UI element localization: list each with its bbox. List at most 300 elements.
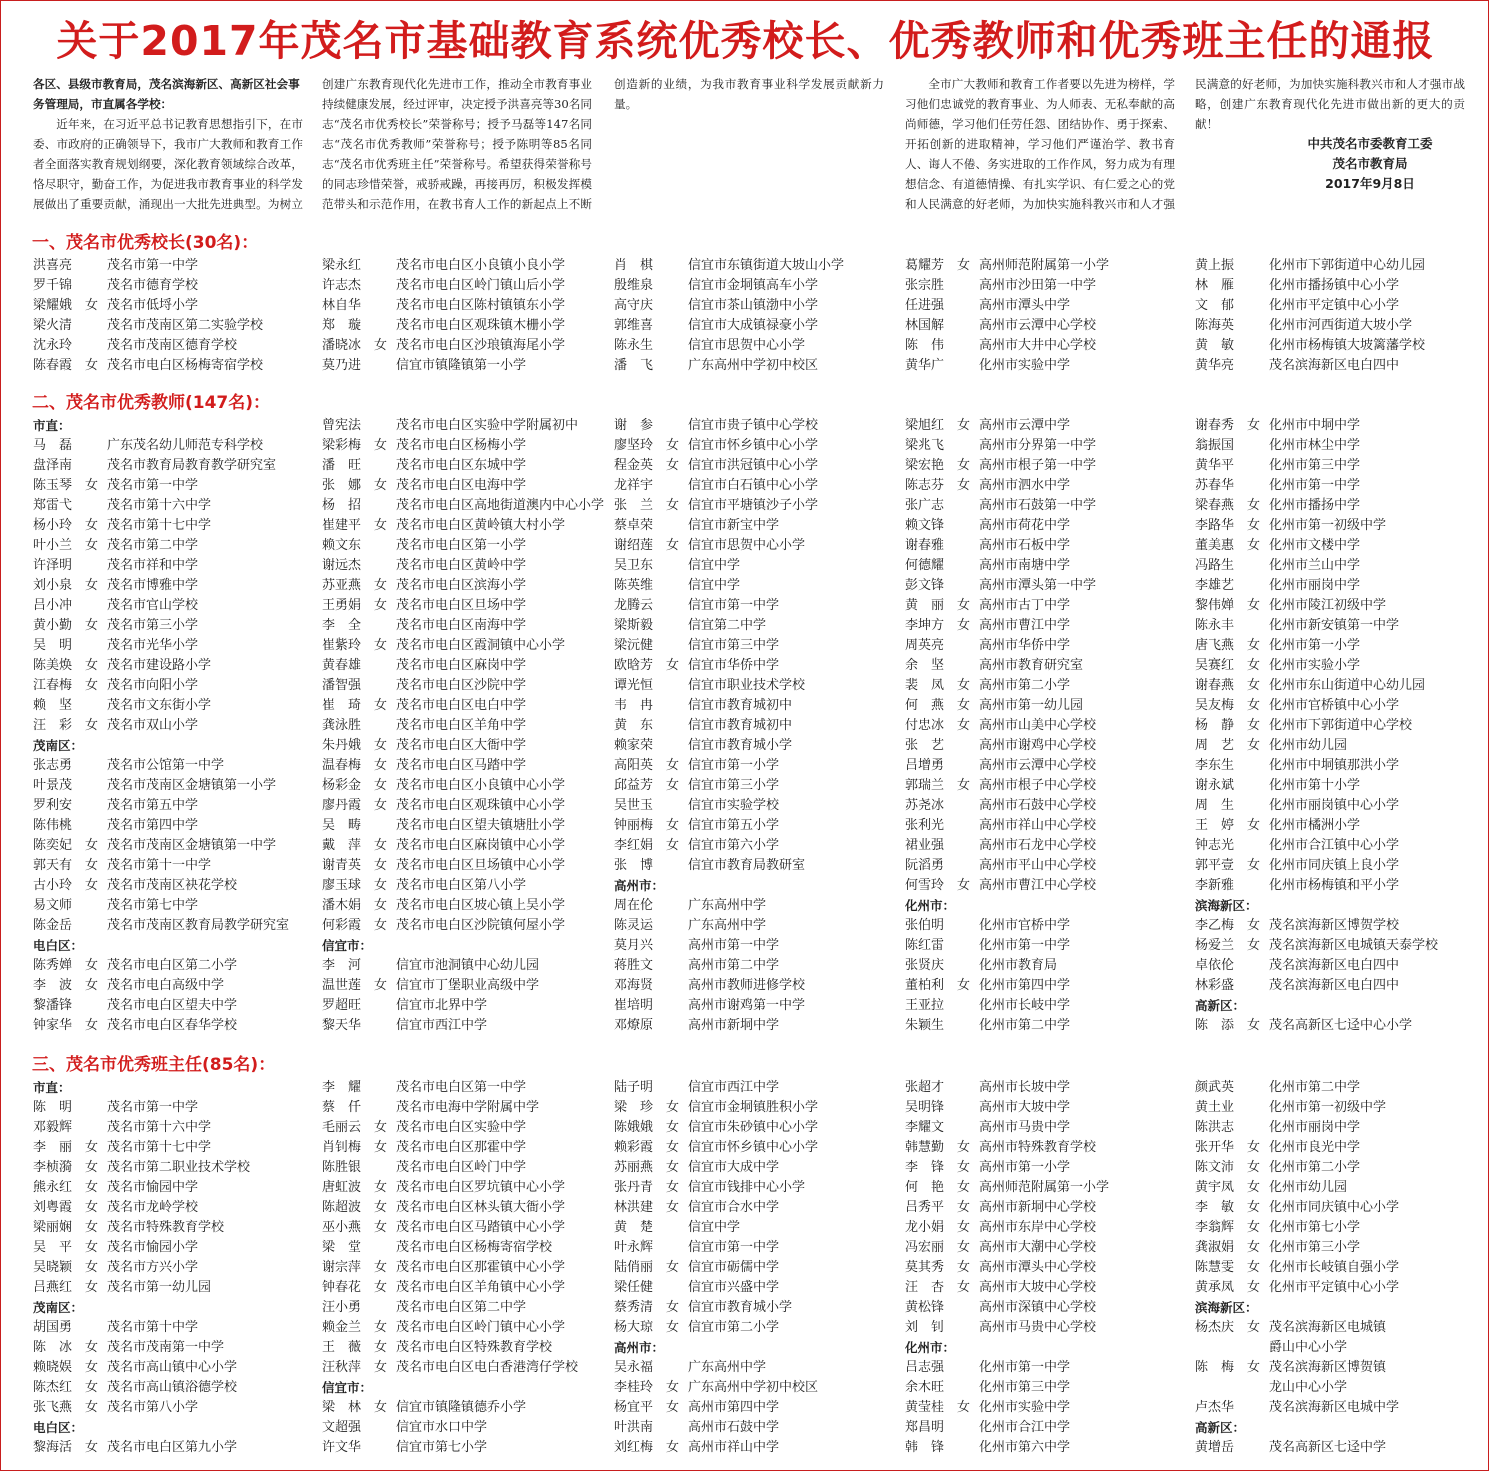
list-item bbox=[614, 516, 904, 536]
list-item bbox=[322, 416, 612, 436]
section-heading-class-teachers: 三、茂名市优秀班主任(85名)： bbox=[32, 1055, 276, 1075]
list-item bbox=[905, 436, 1195, 456]
name-cell: 何 燕 bbox=[905, 698, 945, 713]
name-cell: 陈洪志 bbox=[1195, 1120, 1235, 1135]
list-item bbox=[905, 456, 1195, 476]
list-item bbox=[1195, 316, 1485, 336]
name-cell: 董美惠 bbox=[1195, 538, 1235, 553]
name-cell: 赖文东 bbox=[322, 538, 362, 553]
list-item bbox=[33, 1238, 323, 1258]
list-item bbox=[322, 876, 612, 896]
name-cell: 曾宪法 bbox=[322, 418, 362, 433]
name-cell: 韩 锋 bbox=[905, 1440, 945, 1455]
list-item bbox=[33, 576, 323, 596]
list-item bbox=[33, 1278, 323, 1298]
list-item bbox=[1195, 696, 1485, 716]
school-cell: 化州市中垌镇那洪小学 bbox=[1269, 758, 1400, 773]
list-item bbox=[33, 436, 323, 456]
list-item bbox=[322, 1318, 612, 1338]
name-cell: 潘智强 bbox=[322, 678, 362, 693]
list-item bbox=[614, 276, 904, 296]
name-cell: 何雪玲 bbox=[905, 878, 945, 893]
name-cell: 余木旺 bbox=[905, 1380, 945, 1395]
list-item bbox=[905, 1098, 1195, 1118]
school-cell: 高州市新垌中学 bbox=[688, 1018, 780, 1033]
school-cell: 茂名市电白区陈村镇镇东小学 bbox=[396, 298, 566, 313]
school-cell: 茂名市电白区小良镇小良小学 bbox=[396, 258, 566, 273]
school-cell: 茂名市建设路小学 bbox=[107, 658, 212, 673]
gender-cell: 女 bbox=[374, 1220, 388, 1235]
school-cell: 信宜市大成镇禄豪小学 bbox=[688, 318, 819, 333]
school-cell: 茂名市电白区春华学校 bbox=[107, 1018, 238, 1033]
list-item bbox=[33, 1198, 323, 1218]
list-item bbox=[322, 956, 612, 976]
school-cell: 化州市实验中学 bbox=[979, 1400, 1071, 1415]
list-item bbox=[905, 856, 1195, 876]
school-cell: 茂名市电白高级中学 bbox=[107, 978, 225, 993]
gender-cell: 女 bbox=[957, 878, 971, 893]
list-item bbox=[905, 736, 1195, 756]
gender-cell: 女 bbox=[666, 1120, 680, 1135]
name-cell: 黎天华 bbox=[322, 1018, 362, 1033]
name-cell: 钟丽梅 bbox=[614, 818, 654, 833]
name-cell: 黎潘锋 bbox=[33, 998, 73, 1013]
school-cell: 茂名市第一幼儿园 bbox=[107, 1280, 212, 1295]
school-cell: 茂名市电白区岭门镇中心小学 bbox=[396, 1320, 566, 1335]
school-cell: 信宜市镇隆镇第一小学 bbox=[396, 358, 527, 373]
list-item bbox=[905, 1438, 1195, 1458]
gender-cell: 女 bbox=[1247, 658, 1261, 673]
school-cell: 信宜市水口中学 bbox=[396, 1420, 488, 1435]
name-cell: 李 锋 bbox=[905, 1160, 945, 1175]
name-cell: 陈 冰 bbox=[33, 1340, 73, 1355]
school-cell: 高州市山美中心学校 bbox=[979, 718, 1097, 733]
list-item bbox=[614, 1198, 904, 1218]
list-item bbox=[322, 736, 612, 756]
gender-cell: 女 bbox=[957, 418, 971, 433]
list-column bbox=[905, 256, 1195, 376]
gender-cell: 女 bbox=[374, 1280, 388, 1295]
school-cell: 信宜市第一中学 bbox=[688, 1240, 780, 1255]
name-cell: 谭光恒 bbox=[614, 678, 654, 693]
name-cell: 黄土业 bbox=[1195, 1100, 1235, 1115]
name-cell: 梁任健 bbox=[614, 1280, 654, 1295]
school-cell: 高州市谢鸡第一中学 bbox=[688, 998, 806, 1013]
region-subheading: 市直： bbox=[33, 418, 71, 433]
name-cell: 潘 飞 bbox=[614, 358, 654, 373]
gender-cell: 女 bbox=[85, 1180, 99, 1195]
list-item bbox=[1195, 1098, 1485, 1118]
list-item bbox=[905, 1198, 1195, 1218]
school-cell: 化州市长岐中学 bbox=[979, 998, 1071, 1013]
region-subheading: 高州市： bbox=[614, 1340, 665, 1355]
section-heading-teachers: 二、茂名市优秀教师(147名)： bbox=[32, 393, 271, 413]
school-cell: 化州市杨梅镇和平小学 bbox=[1269, 878, 1400, 893]
name-cell: 林自华 bbox=[322, 298, 362, 313]
school-cell: 茂名市电白区旦场中学 bbox=[396, 598, 527, 613]
name-cell: 吴赛红 bbox=[1195, 658, 1235, 673]
name-cell: 杨杰庆 bbox=[1195, 1320, 1235, 1335]
school-cell: 化州市播扬中学 bbox=[1269, 498, 1361, 513]
intro-paragraph-2-cont: 民满意的好老师，为加快实施科教兴市和人才强市战略，创建广东教育现代化先进市做出新的更大的贡献！ bbox=[1195, 77, 1465, 131]
gender-cell: 女 bbox=[957, 1140, 971, 1155]
list-item bbox=[1195, 516, 1485, 536]
name-cell: 蔡 仟 bbox=[322, 1100, 362, 1115]
gender-cell: 女 bbox=[957, 1260, 971, 1275]
gender-cell: 女 bbox=[666, 1400, 680, 1415]
school-cell: 化州市播扬镇中心小学 bbox=[1269, 278, 1400, 293]
school-cell: 高州市潭头中心学校 bbox=[979, 1260, 1097, 1275]
gender-cell: 女 bbox=[374, 898, 388, 913]
school-cell: 茂名市电白区小良镇中心小学 bbox=[396, 778, 566, 793]
list-item bbox=[905, 756, 1195, 776]
name-cell: 苏丽燕 bbox=[614, 1160, 654, 1175]
list-item bbox=[322, 1358, 612, 1378]
list-item bbox=[322, 1438, 612, 1458]
name-cell: 邓海贤 bbox=[614, 978, 654, 993]
name-cell: 吴明锋 bbox=[905, 1100, 945, 1115]
list-item bbox=[1195, 1178, 1485, 1198]
list-item bbox=[905, 1118, 1195, 1138]
gender-cell: 女 bbox=[85, 518, 99, 533]
gender-cell: 女 bbox=[957, 598, 971, 613]
gender-cell: 女 bbox=[85, 618, 99, 633]
name-cell: 胡国勇 bbox=[33, 1320, 73, 1335]
school-cell: 信宜市茶山镇渤中小学 bbox=[688, 298, 819, 313]
list-item bbox=[905, 1378, 1195, 1398]
list-item bbox=[614, 416, 904, 436]
school-cell: 茂名市茂南区袂花学校 bbox=[107, 878, 238, 893]
name-cell: 李 丽 bbox=[33, 1140, 73, 1155]
school-cell: 信宜市教育城初中 bbox=[688, 718, 793, 733]
name-cell: 陆子明 bbox=[614, 1080, 654, 1095]
school-cell: 信宜市第五小学 bbox=[688, 818, 780, 833]
name-cell: 崔 琦 bbox=[322, 698, 362, 713]
list-item bbox=[905, 356, 1195, 376]
name-cell: 吕燕红 bbox=[33, 1280, 73, 1295]
name-cell: 陈海英 bbox=[1195, 318, 1235, 333]
school-cell: 茂名市电白区罗坑镇中心小学 bbox=[396, 1180, 566, 1195]
name-cell: 陈永丰 bbox=[1195, 618, 1235, 633]
list-item bbox=[322, 896, 612, 916]
name-cell: 周英亮 bbox=[905, 638, 945, 653]
name-cell: 洪喜亮 bbox=[33, 258, 73, 273]
list-item bbox=[1195, 456, 1485, 476]
school-cell: 信宜市镇隆镇德乔小学 bbox=[396, 1400, 527, 1415]
list-item bbox=[905, 796, 1195, 816]
name-cell: 钟家华 bbox=[33, 1018, 73, 1033]
list-item bbox=[905, 996, 1195, 1016]
school-cell: 茂名高新区七迳中心小学 bbox=[1269, 1018, 1413, 1033]
gender-cell: 女 bbox=[374, 698, 388, 713]
list-item bbox=[33, 776, 323, 796]
list-item bbox=[614, 1118, 904, 1138]
name-cell: 李新雅 bbox=[1195, 878, 1235, 893]
gender-cell: 女 bbox=[1247, 1200, 1261, 1215]
school-cell: 茂名市高山镇中心小学 bbox=[107, 1360, 238, 1375]
school-cell: 高州市马贵中学 bbox=[979, 1120, 1071, 1135]
name-cell: 罗利安 bbox=[33, 798, 73, 813]
gender-cell: 女 bbox=[666, 778, 680, 793]
list-item bbox=[905, 816, 1195, 836]
list-item bbox=[322, 1158, 612, 1178]
region-subheading: 电白区： bbox=[33, 938, 84, 953]
gender-cell: 女 bbox=[1247, 918, 1261, 933]
name-cell: 李东生 bbox=[1195, 758, 1235, 773]
list-item bbox=[322, 796, 612, 816]
list-item bbox=[1195, 756, 1485, 776]
school-cell: 高州市石鼓中学 bbox=[688, 1420, 780, 1435]
school-cell: 茂名市方兴小学 bbox=[107, 1260, 199, 1275]
school-cell: 茂名市第十中学 bbox=[107, 1320, 199, 1335]
list-item bbox=[905, 556, 1195, 576]
list-item bbox=[322, 576, 612, 596]
list-item bbox=[33, 336, 323, 356]
school-cell: 化州市下郭街道中心幼儿园 bbox=[1269, 258, 1426, 273]
name-cell: 黎海活 bbox=[33, 1440, 73, 1455]
list-item bbox=[33, 516, 323, 536]
name-cell: 彭文锋 bbox=[905, 578, 945, 593]
name-cell: 吕小冲 bbox=[33, 598, 73, 613]
school-cell: 化州市合江中学 bbox=[979, 1420, 1071, 1435]
name-cell: 郭天有 bbox=[33, 858, 73, 873]
list-item bbox=[322, 556, 612, 576]
name-cell: 赖彩霞 bbox=[614, 1140, 654, 1155]
name-cell: 周在伦 bbox=[614, 898, 654, 913]
school-cell: 化州市教育局 bbox=[979, 958, 1058, 973]
list-item bbox=[614, 356, 904, 376]
name-cell: 蔡卓荣 bbox=[614, 518, 654, 533]
name-cell: 梁旭红 bbox=[905, 418, 945, 433]
list-item bbox=[905, 1318, 1195, 1338]
gender-cell: 女 bbox=[666, 1180, 680, 1195]
name-cell: 张 艺 bbox=[905, 738, 945, 753]
list-item bbox=[322, 756, 612, 776]
name-cell: 赖 坚 bbox=[33, 698, 73, 713]
school-cell: 化州市东山街道中心幼儿园 bbox=[1269, 678, 1426, 693]
school-cell: 茂名市茂南第一中学 bbox=[107, 1340, 225, 1355]
name-cell: 陈 添 bbox=[1195, 1018, 1235, 1033]
name-cell: 陈 伟 bbox=[905, 338, 945, 353]
name-cell: 卢杰华 bbox=[1195, 1400, 1235, 1415]
school-cell: 高州市云潭中心学校 bbox=[979, 318, 1097, 333]
name-cell: 卓依伦 bbox=[1195, 958, 1235, 973]
school-cell: 高州市大井中心学校 bbox=[979, 338, 1097, 353]
gender-cell: 女 bbox=[85, 718, 99, 733]
list-item bbox=[322, 1138, 612, 1158]
gender-cell: 女 bbox=[666, 1140, 680, 1155]
name-cell: 唐虹波 bbox=[322, 1180, 362, 1195]
school-cell: 高州市云潭中心学校 bbox=[979, 758, 1097, 773]
school-cell: 茂名滨海新区电城镇 bbox=[1269, 1320, 1387, 1335]
list-item bbox=[322, 456, 612, 476]
gender-cell: 女 bbox=[666, 1380, 680, 1395]
name-cell: 陈 明 bbox=[33, 1100, 73, 1115]
school-cell: 茂名市茂南区金塘镇第一小学 bbox=[107, 778, 277, 793]
list-item bbox=[905, 1358, 1195, 1378]
list-item bbox=[1195, 1258, 1485, 1278]
gender-cell: 女 bbox=[666, 838, 680, 853]
gender-cell: 女 bbox=[374, 758, 388, 773]
school-cell: 茂名市电海中学附属中学 bbox=[396, 1100, 540, 1115]
school-cell: 高州市特殊教育学校 bbox=[979, 1140, 1097, 1155]
school-cell: 广东高州中学 bbox=[688, 1360, 767, 1375]
name-cell: 邱益芳 bbox=[614, 778, 654, 793]
school-cell: 茂名市茂南区德育学校 bbox=[107, 338, 238, 353]
list-item bbox=[905, 256, 1195, 276]
name-cell: 李红娟 bbox=[614, 838, 654, 853]
name-cell: 刘粤霞 bbox=[33, 1200, 73, 1215]
school-cell: 茂名市电白区羊角镇中心小学 bbox=[396, 1280, 566, 1295]
school-cell: 高州市祥山中学 bbox=[688, 1440, 780, 1455]
list-item bbox=[322, 316, 612, 336]
list-column bbox=[33, 1078, 323, 1458]
school-cell: 茂名市电白区观珠镇木栅小学 bbox=[396, 318, 566, 333]
name-cell: 杨大琼 bbox=[614, 1320, 654, 1335]
gender-cell: 女 bbox=[374, 1260, 388, 1275]
school-cell: 茂名市官山学校 bbox=[107, 598, 199, 613]
school-cell: 信宜市丁堡职业高级中学 bbox=[396, 978, 540, 993]
list-column bbox=[322, 1078, 612, 1458]
list-item bbox=[33, 996, 323, 1016]
name-cell: 巫小燕 bbox=[322, 1220, 362, 1235]
name-cell: 张宗胜 bbox=[905, 278, 945, 293]
school-cell: 茂名市第一中学 bbox=[107, 478, 199, 493]
list-item bbox=[614, 696, 904, 716]
section-heading-principals: 一、茂名市优秀校长(30名)： bbox=[32, 233, 259, 253]
list-item bbox=[33, 1338, 323, 1358]
school-cell: 高州市教师进修学校 bbox=[688, 978, 806, 993]
name-cell: 古小玲 bbox=[33, 878, 73, 893]
name-cell: 汪 彩 bbox=[33, 718, 73, 733]
list-item bbox=[614, 796, 904, 816]
name-cell: 王 薇 bbox=[322, 1340, 362, 1355]
name-cell: 裴 凤 bbox=[905, 678, 945, 693]
list-item bbox=[905, 1258, 1195, 1278]
school-cell: 化州市合江镇中心小学 bbox=[1269, 838, 1400, 853]
gender-cell: 女 bbox=[85, 858, 99, 873]
list-item bbox=[905, 956, 1195, 976]
school-cell: 广东高州中学初中校区 bbox=[688, 1380, 819, 1395]
name-cell: 张丹青 bbox=[614, 1180, 654, 1195]
school-cell: 茂名市电白区麻岗镇中心小学 bbox=[396, 838, 566, 853]
gender-cell: 女 bbox=[374, 1360, 388, 1375]
list-item bbox=[1195, 876, 1485, 896]
name-cell: 罗超旺 bbox=[322, 998, 362, 1013]
signature-date: 2017年9月8日 bbox=[1325, 176, 1415, 191]
school-cell: 化州市丽岗镇中心小学 bbox=[1269, 798, 1400, 813]
gender-cell: 女 bbox=[85, 1360, 99, 1375]
school-cell: 高州市根子第一中学 bbox=[979, 458, 1097, 473]
list-item bbox=[322, 596, 612, 616]
list-item bbox=[905, 656, 1195, 676]
gender-cell: 女 bbox=[85, 958, 99, 973]
gender-cell: 女 bbox=[85, 658, 99, 673]
name-cell: 崔培明 bbox=[614, 998, 654, 1013]
school-cell: 信宜第二中学 bbox=[688, 618, 767, 633]
name-cell: 马 磊 bbox=[33, 438, 73, 453]
list-item bbox=[1195, 976, 1485, 996]
school-cell: 高州市潭头第一中学 bbox=[979, 578, 1097, 593]
school-cell: 茂名市第二职业技术学校 bbox=[107, 1160, 251, 1175]
school-cell: 茂名市电白区望夫中学 bbox=[107, 998, 238, 1013]
gender-cell: 女 bbox=[374, 578, 388, 593]
school-cell: 信宜市合水中学 bbox=[688, 1200, 780, 1215]
school-cell: 信宜市西江中学 bbox=[688, 1080, 780, 1095]
name-cell: 梁斯毅 bbox=[614, 618, 654, 633]
name-cell: 吴晓颖 bbox=[33, 1260, 73, 1275]
intro-col-1 bbox=[33, 74, 303, 214]
name-cell: 李坤方 bbox=[905, 618, 945, 633]
name-cell: 张伯明 bbox=[905, 918, 945, 933]
addressee: 各区、县级市教育局，茂名滨海新区、高新区社会事务管理局，市直属各学校： bbox=[33, 77, 300, 111]
name-cell: 李 波 bbox=[33, 978, 73, 993]
school-cell: 茂名市祥和中学 bbox=[107, 558, 199, 573]
list-column bbox=[905, 1078, 1195, 1458]
list-column bbox=[614, 256, 904, 376]
school-cell: 茂名市第二中学 bbox=[107, 538, 199, 553]
list-item bbox=[905, 316, 1195, 336]
list-item bbox=[322, 1098, 612, 1118]
name-cell: 李雄艺 bbox=[1195, 578, 1235, 593]
school-cell: 茂名滨海新区博贺学校 bbox=[1269, 918, 1400, 933]
list-item bbox=[33, 956, 323, 976]
name-cell: 陈英维 bbox=[614, 578, 654, 593]
name-cell: 高守庆 bbox=[614, 298, 654, 313]
name-cell: 吴世玉 bbox=[614, 798, 654, 813]
name-cell: 戴 萍 bbox=[322, 838, 362, 853]
list-item bbox=[905, 776, 1195, 796]
school-cell: 茂名市第十七中学 bbox=[107, 518, 212, 533]
name-cell: 程金英 bbox=[614, 458, 654, 473]
school-cell: 高州市大潮中心学校 bbox=[979, 1240, 1097, 1255]
school-cell: 高州师范附属第一小学 bbox=[979, 1180, 1110, 1195]
list-item bbox=[905, 1418, 1195, 1438]
gender-cell: 女 bbox=[1247, 1160, 1261, 1175]
name-cell: 陈秀婵 bbox=[33, 958, 73, 973]
school-cell: 高州市大坡中学 bbox=[979, 1100, 1071, 1115]
name-cell: 吴 明 bbox=[33, 638, 73, 653]
list-item bbox=[614, 1278, 904, 1298]
school-cell: 高州市根子中心学校 bbox=[979, 778, 1097, 793]
gender-cell: 女 bbox=[374, 1400, 388, 1415]
school-cell: 茂名市电白区羊角中学 bbox=[396, 718, 527, 733]
list-item bbox=[614, 1238, 904, 1258]
school-cell: 茂名市第五中学 bbox=[107, 798, 199, 813]
list-item bbox=[322, 496, 612, 516]
name-cell: 苏尧冰 bbox=[905, 798, 945, 813]
list-item bbox=[33, 856, 323, 876]
name-cell: 叶景茂 bbox=[33, 778, 73, 793]
list-item bbox=[33, 1178, 323, 1198]
list-item bbox=[614, 836, 904, 856]
name-cell: 钟志光 bbox=[1195, 838, 1235, 853]
list-item bbox=[33, 256, 323, 276]
list-item bbox=[322, 836, 612, 856]
list-item bbox=[905, 416, 1195, 436]
name-cell: 黄 楚 bbox=[614, 1220, 654, 1235]
name-cell: 莫其秀 bbox=[905, 1260, 945, 1275]
school-cell: 高州市沙田第一中学 bbox=[979, 278, 1097, 293]
list-item bbox=[322, 1218, 612, 1238]
school-cell: 化州市同庆镇上良小学 bbox=[1269, 858, 1400, 873]
list-item bbox=[1195, 1278, 1485, 1298]
name-cell: 张 兰 bbox=[614, 498, 654, 513]
school-cell: 茂名市电白区岭门镇山后小学 bbox=[396, 278, 566, 293]
name-cell: 任进强 bbox=[905, 298, 945, 313]
list-column bbox=[322, 256, 612, 376]
intro-paragraph-1-cont: 创建广东教育现代化先进市工作，推动全市教育事业持续健康发展，经过评审，决定授予洪喜亮等30名同志“茂名市优秀校长”荣誉称号；授予马磊等147名同志“茂名市优秀教师”荣誉称号；授予陈明等85名同志“茂名市优秀班主任”荣誉称号。希望获得荣誉称号的同志珍惜荣誉，戒骄戒躁，再接再厉，积极发挥模范带头和示范作用，在教书育人工作的新起点上不断 bbox=[322, 77, 592, 211]
